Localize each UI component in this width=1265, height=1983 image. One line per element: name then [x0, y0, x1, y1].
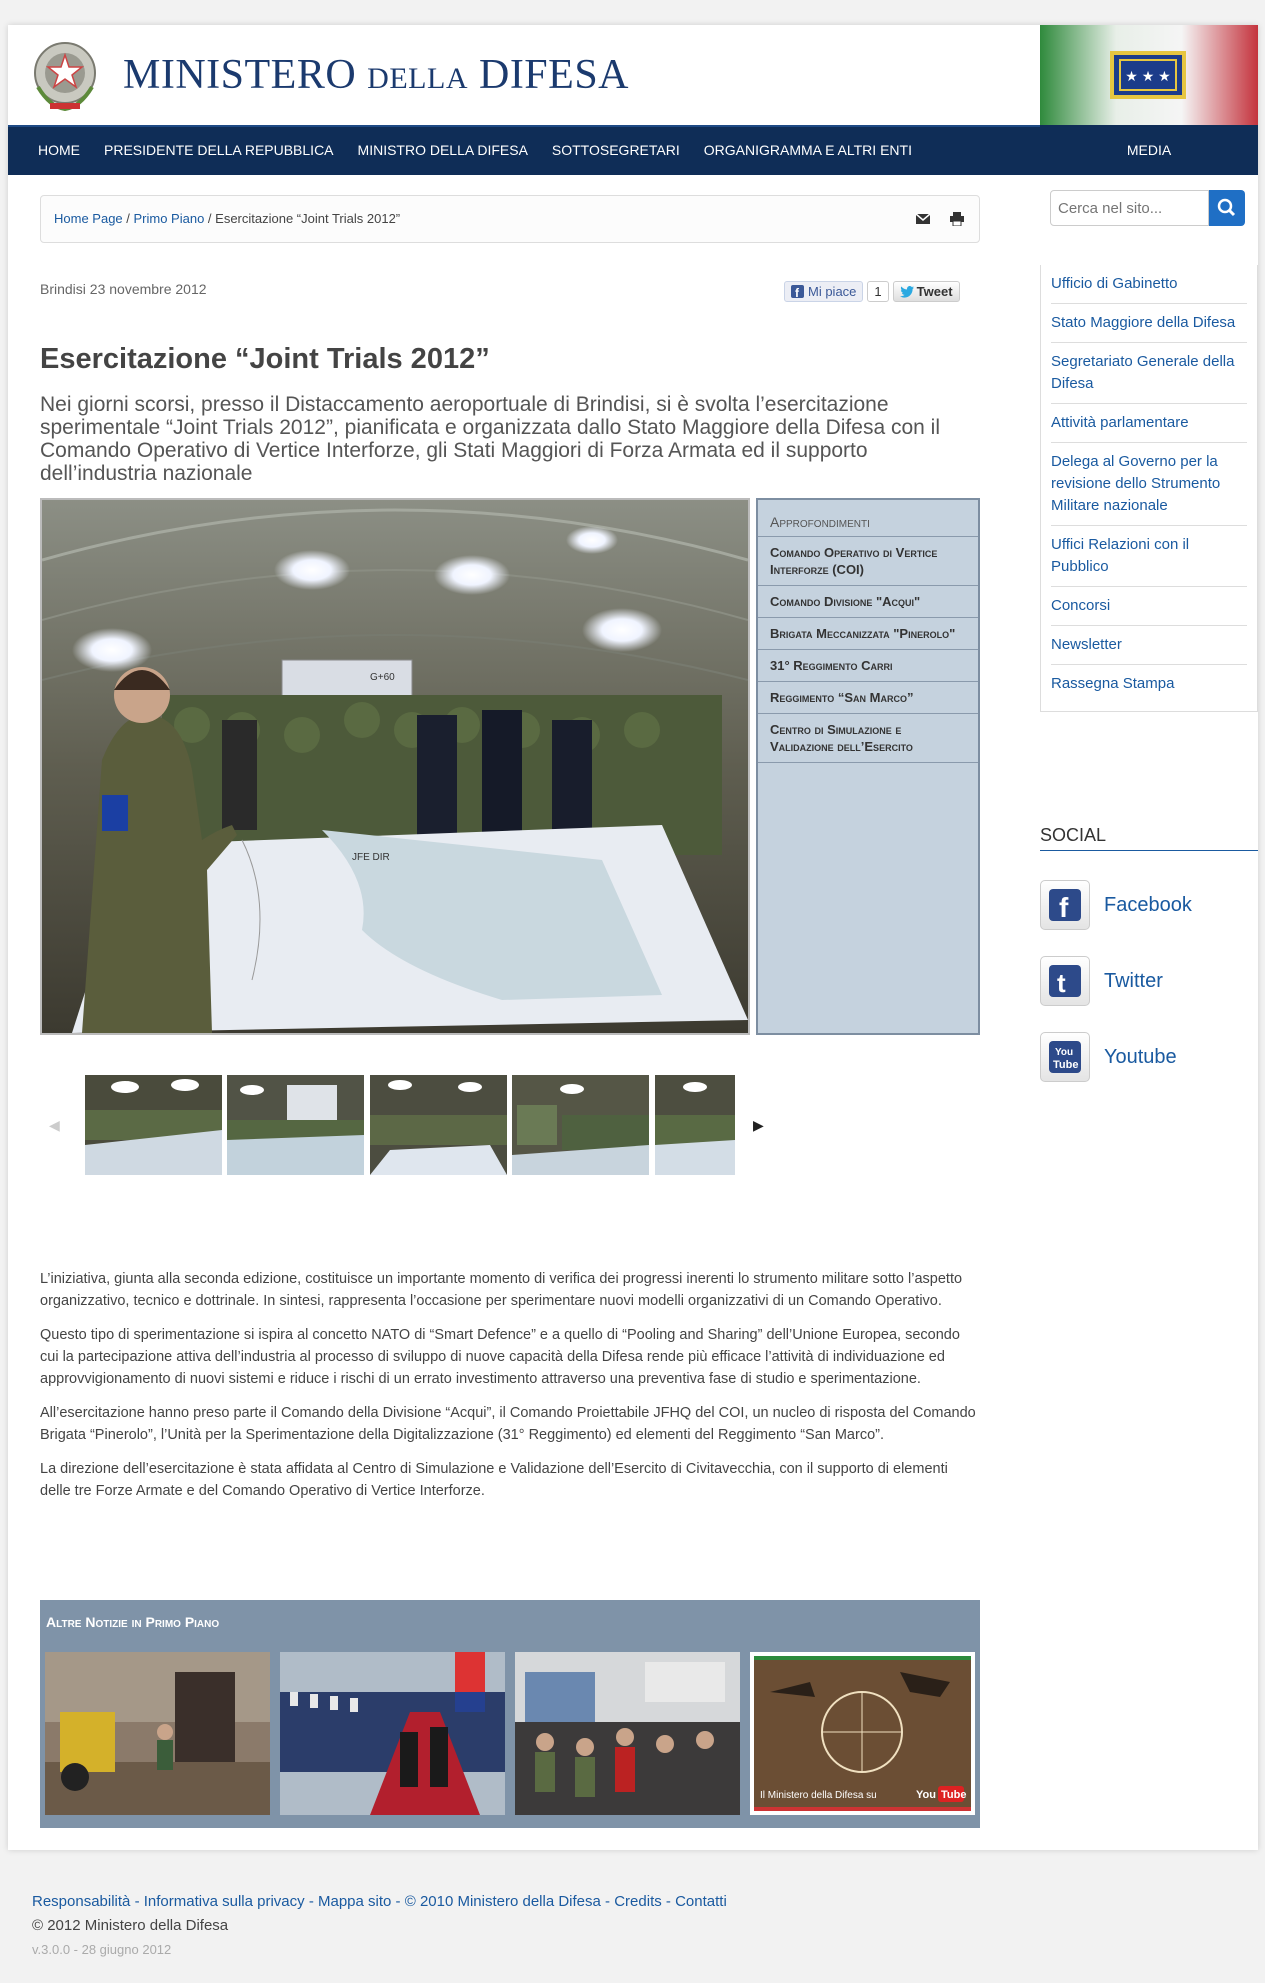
approf-link-31-carri[interactable]: 31° Reggimento Carri — [758, 650, 978, 682]
news-thumbnail[interactable] — [515, 1652, 740, 1815]
nav-presidente[interactable]: PRESIDENTE DELLA REPUBBLICA — [104, 142, 334, 158]
sidebar-link-newsletter[interactable]: Newsletter — [1051, 626, 1247, 665]
site-title[interactable] — [123, 51, 629, 99]
youtube-banner[interactable] — [750, 1652, 975, 1815]
article-date: Brindisi 23 novembre 2012 — [40, 281, 207, 297]
site-title-part3: DIFESA — [478, 52, 630, 98]
sidebar-link-urp[interactable]: Uffici Relazioni con il Pubblico — [1051, 526, 1247, 587]
altre-notizie-title: Altre Notizie in Primo Piano — [46, 1614, 220, 1630]
breadcrumb-separator: / — [122, 211, 134, 226]
nav-organigramma[interactable]: ORGANIGRAMMA E ALTRI ENTI — [703, 142, 912, 158]
search-icon — [1209, 190, 1245, 226]
photo-thumbnail[interactable] — [512, 1075, 649, 1175]
main-article-photo[interactable] — [40, 498, 750, 1035]
article-paragraph: L’iniziativa, giunta alla seconda edizione, costituisce un importante momento di verifica dei progressi inerenti lo strumento militare sotto l’aspetto organizzativo, tecnico e dottrinale. In sintesi, rappresenta l’occasione per sperimentare nuovi modelli organizzativi di un Comando Operativo. — [40, 1271, 963, 1309]
approf-link-acqui[interactable]: Comando Divisione "Acqui" — [758, 586, 978, 618]
sidebar-link-segretariato[interactable]: Segretariato Generale della Difesa — [1051, 343, 1247, 404]
photo-thumbnail[interactable] — [655, 1075, 735, 1175]
youtube-icon — [1040, 1032, 1090, 1082]
nav-ministro[interactable]: MINISTRO DELLA DIFESA — [357, 142, 528, 158]
nav-sottosegretari[interactable]: SOTTOSEGRETARI — [551, 142, 680, 158]
tweet-label: Tweet — [916, 284, 953, 299]
like-label: Mi piace — [808, 284, 857, 299]
facebook-icon — [1040, 880, 1090, 930]
thumbnail-next-arrow-icon[interactable]: ▶ — [753, 1117, 764, 1133]
article-lead: Nei giorni scorsi, presso il Distaccamento aeroportuale di Brindisi, si è svolta l’esercitazione sperimentale “Joint Trials 2012”, pianificata e organizzata dallo Stato Maggiore della Difesa con il Comando Operativo di Vertice Interforze, gli Stati Maggiori di Forza Armata ed il supporto dell’industria nazionale — [40, 393, 940, 485]
social-facebook-link[interactable] — [1040, 880, 1258, 930]
share-buttons — [784, 281, 960, 302]
photo-table-label: JFE DIR — [352, 852, 390, 863]
social-twitter-link[interactable] — [1040, 956, 1258, 1006]
footer-version: v.3.0.0 - 28 giugno 2012 — [32, 1942, 172, 1957]
thumbnail-prev-arrow-icon[interactable]: ◀ — [49, 1117, 60, 1133]
republic-emblem-icon[interactable] — [30, 37, 100, 113]
email-icon[interactable] — [915, 212, 931, 226]
photo-thumbnail[interactable] — [227, 1075, 364, 1175]
twitter-bird-icon — [900, 286, 914, 298]
site-header — [8, 25, 1040, 125]
news-thumbnail[interactable] — [280, 1652, 505, 1815]
approf-link-san-marco[interactable]: Reggimento “San Marco” — [758, 682, 978, 714]
approfondimenti-title: Approfondimenti — [758, 500, 978, 537]
approf-link-coi[interactable]: Comando Operativo di Vertice Interforze (COI) — [758, 537, 978, 586]
footer-separator: - — [304, 1893, 318, 1910]
page-container — [8, 25, 1258, 1850]
footer-link-credits[interactable]: Credits — [614, 1893, 662, 1910]
news-thumbnail[interactable] — [45, 1652, 270, 1815]
social-title: SOCIAL — [1040, 825, 1258, 851]
search-input[interactable] — [1050, 190, 1209, 226]
facebook-small-icon — [791, 285, 804, 298]
footer-link-mappa[interactable]: Mappa sito — [318, 1893, 392, 1910]
article-paragraph: La direzione dell’esercitazione è stata affidata al Centro di Simulazione e Validazione dell’Esercito di Civitavecchia, con il supporto di elementi delle tre Forze Armate e del Comando Operativo di Vertice Interforze. — [40, 1461, 948, 1499]
nav-media[interactable]: MEDIA — [1040, 125, 1258, 175]
approf-link-pinerolo[interactable]: Brigata Meccanizzata "Pinerolo" — [758, 618, 978, 650]
photo-thumbnail[interactable] — [85, 1075, 222, 1175]
tweet-button[interactable] — [893, 281, 960, 302]
article-body — [40, 1268, 980, 1514]
photo-thumbnail-strip — [40, 1075, 764, 1175]
photo-thumbnail[interactable] — [370, 1075, 507, 1175]
footer-links — [32, 1893, 727, 1910]
sidebar-link-attivita-parlamentare[interactable]: Attività parlamentare — [1051, 404, 1247, 443]
sidebar-link-delega-governo[interactable]: Delega al Governo per la revisione dello Strumento Militare nazionale — [1051, 443, 1247, 526]
main-nav — [8, 125, 1040, 175]
social-twitter-label: Twitter — [1104, 969, 1163, 992]
search-button[interactable] — [1209, 190, 1245, 226]
footer-copyright: © 2012 Ministero della Difesa — [32, 1917, 229, 1934]
footer-link-contatti[interactable]: Contatti — [675, 1893, 727, 1910]
article-title: Esercitazione “Joint Trials 2012” — [40, 343, 490, 375]
approf-link-centro-simulazione[interactable]: Centro di Simulazione e Validazione dell’Esercito — [758, 714, 978, 763]
print-icon[interactable] — [949, 212, 965, 226]
breadcrumb-section-link[interactable]: Primo Piano — [133, 211, 205, 226]
sidebar-link-concorsi[interactable]: Concorsi — [1051, 587, 1247, 626]
sidebar-link-rassegna-stampa[interactable]: Rassegna Stampa — [1051, 675, 1175, 692]
approfondimenti-panel — [756, 498, 980, 1035]
facebook-like-button[interactable] — [784, 281, 863, 302]
youtube-banner-text: Il Ministero della Difesa su — [760, 1790, 877, 1801]
like-count: 1 — [867, 281, 888, 302]
youtube-banner-you: You — [916, 1789, 936, 1801]
svg-text:t: t — [1057, 968, 1066, 997]
twitter-icon — [1040, 956, 1090, 1006]
site-title-part1: MINISTERO — [123, 52, 357, 98]
social-youtube-link[interactable] — [1040, 1032, 1258, 1082]
sidebar-link-gabinetto[interactable]: Ufficio di Gabinetto — [1051, 265, 1247, 304]
youtube-banner-tube: Tube — [941, 1789, 967, 1801]
site-title-part2: DELLA — [367, 62, 468, 95]
breadcrumb-separator: / — [204, 211, 216, 226]
footer-link-privacy[interactable]: Informativa sulla privacy — [143, 1893, 305, 1910]
altre-notizie-section — [40, 1600, 980, 1828]
footer-separator: - — [600, 1893, 615, 1910]
social-youtube-label: Youtube — [1104, 1045, 1177, 1068]
breadcrumb-current: Esercitazione “Joint Trials 2012” — [215, 211, 401, 226]
footer-link-copyright[interactable]: © 2010 Ministero della Difesa — [404, 1893, 601, 1910]
footer-separator: - — [661, 1893, 676, 1910]
sidebar-link-stato-maggiore[interactable]: Stato Maggiore della Difesa — [1051, 304, 1247, 343]
nav-home[interactable]: HOME — [38, 142, 80, 158]
social-facebook-label: Facebook — [1104, 893, 1192, 916]
header-flag-image — [1040, 25, 1258, 125]
footer-separator: - — [391, 1893, 405, 1910]
svg-text:Tube: Tube — [1053, 1059, 1079, 1071]
photo-board-label: G+60 — [370, 672, 395, 683]
breadcrumb-home-link[interactable]: Home Page — [54, 211, 123, 226]
svg-text:★ ★ ★: ★ ★ ★ — [1125, 68, 1171, 84]
article-paragraph: Questo tipo di sperimentazione si ispira al concetto NATO di “Smart Defence” e a quello di “Pooling and Sharing” dell’Unione Europea, secondo cui la partecipazione attiva dell’industria al processo di sviluppo di nuove capacità della Difesa rende più efficace l’attività di individuazione ed approvvigionamento di nuovi sistemi e riduce i rischi di un errato investimento attraverso una preventiva fase di studio e sperimentazione. — [40, 1327, 960, 1387]
svg-text:f: f — [795, 286, 799, 298]
svg-text:You: You — [1055, 1047, 1074, 1058]
sidebar-links — [1040, 265, 1258, 712]
article-paragraph: All’esercitazione hanno preso parte il Comando della Divisione “Acqui”, il Comando Proiettabile JFHQ del COI, un nucleo di risposta del Comando Brigata “Pinerolo”, l’Unità per la Sperimentazione della Digitalizzazione (31° Reggimento) ed elementi del Reggimento “San Marco”. — [40, 1405, 976, 1443]
footer-separator: - — [130, 1893, 144, 1910]
site-search — [1050, 190, 1248, 226]
footer-link-responsabilita[interactable]: Responsabilità — [32, 1893, 131, 1910]
breadcrumb — [40, 195, 980, 243]
svg-text:f: f — [1059, 892, 1069, 921]
